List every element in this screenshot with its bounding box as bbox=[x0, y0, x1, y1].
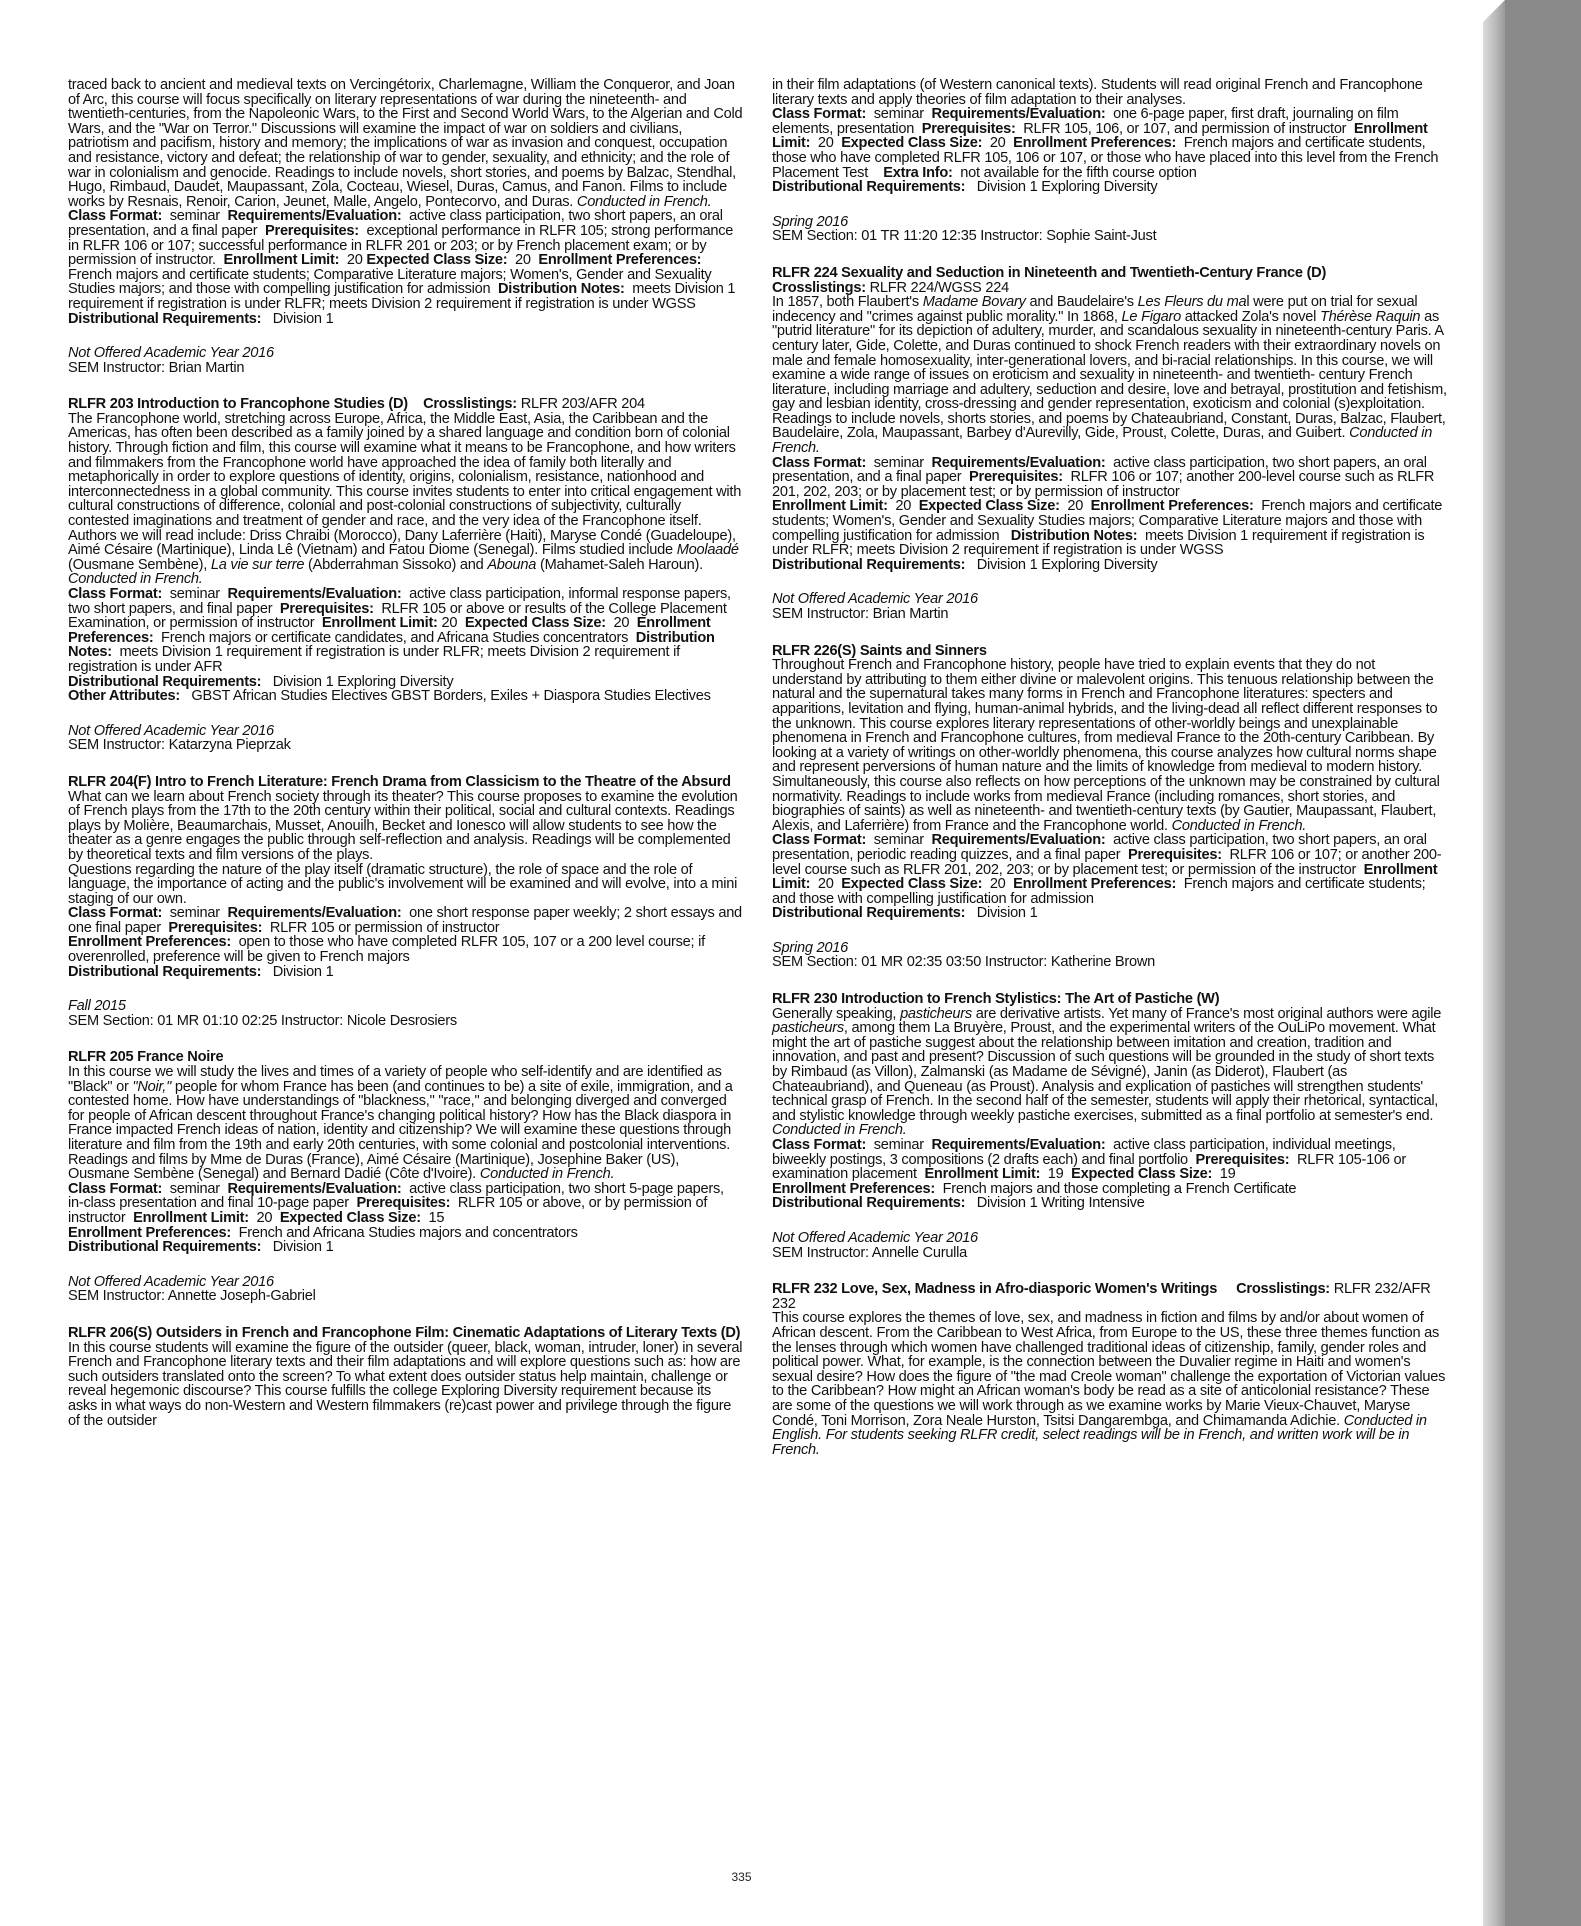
right-column bbox=[772, 78, 1448, 1479]
course-description: traced back to ancient and medieval texts on Vercingétorix, Charlemagne, William the Conqueror, and Joan of Arc, this course will focus specifically on literary representations of war during the nineteenth- and twentieth-centuries, from the Napoleonic Wars, to the First and Second World Wars, to the Algerian and Cold Wars, and the "War on Terror." Discussions will examine the impact of war on soldiers and civilians, patriotism and pacifism, history and memory; the implications of war as invasion and conquest, occupation and resistance, victory and defeat; the relationship of war to gender, sexuality, and ethnicity; and the role of war in colonialism and genocide. Readings to include novels, short stories, and poems by Balzac, Stendhal, Hugo, Rimbaud, Daudet, Maupassant, Zola, Cocteau, Wiesel, Duras, Camus, and Fanon. Films to include works by Resnais, Renoir, Carion, Jeunet, Malle, Angelo, Pontecorvo, and Duras. Conducted in French. bbox=[68, 77, 743, 210]
section-instructor: SEM Instructor: Annelle Curulla bbox=[772, 1244, 968, 1261]
course-rlfr-226 bbox=[772, 644, 1448, 970]
term: Not Offered Academic Year 2016 bbox=[68, 722, 274, 739]
course-rlfr-202-continued bbox=[68, 78, 743, 375]
section-instructor: SEM Instructor: Brian Martin bbox=[772, 606, 949, 622]
course-description: In this course we will study the lives and times of a variety of people who self-identify and are identified as "Black" or "Noir," people for whom France has been (and continues to be) a site of exile, immigration, and a contested home. How have understandings of "blackness," "race," and belonging diverged and converged for people of African descent throughout France's changing political history? How has the Black diaspora in France impacted French ideas of nation, identity and citizenship? We will examine these questions through literature and film from the 19th and early 20th centuries, with some colonial and postcolonial interventions. Readings and films by Mme de Duras (France), Aimé Césaire (Martinique), Josephine Baker (US), Ousmane Sembène (Senegal) and Bernard Dadié (Côte d'Ivoire). Conducted in French. bbox=[68, 1064, 733, 1183]
course-details: Class Format: seminar Requirements/Evaluation: active class participation, informal response papers, two short papers, and final paper Prerequisites: RLFR 105 or above or results of the College Placement Examination, or permission of instructor Enrollment Limit: 20 Expected Class Size: 20 Enrollment Preferences: French majors or certificate candidates, and Africana Studies concentrators Distribution Notes: meets Division 1 requirement if registration is under RLFR; meets Division 2 requirement if registration is under AFR bbox=[68, 586, 731, 675]
distributional-requirements: Distributional Requirements: Division 1 bbox=[68, 1239, 334, 1256]
course-title: RLFR 204(F) Intro to French Literature: French Drama from Classicism to the Theatre of the Absurd bbox=[68, 773, 731, 790]
distributional-requirements: Distributional Requirements: Division 1 Writing Intensive bbox=[772, 1195, 1145, 1212]
distributional-requirements: Distributional Requirements: Division 1 bbox=[772, 905, 1038, 922]
section-instructor: SEM Section: 01 MR 01:10 02:25 Instructor: Nicole Desrosiers bbox=[68, 1012, 457, 1029]
course-title: RLFR 230 Introduction to French Stylistics: The Art of Pastiche (W) bbox=[772, 991, 1220, 1008]
course-description: Generally speaking, pasticheurs are derivative artists. Yet many of France's most original authors were agile pasticheurs, among them La Bruyère, Proust, and the experimental writers of the OuLiPo movement. What might the art of pastiche suggest about the relationship between imitation and creation, tradition and innovation, and past and present? Discussion of such questions will be grounded in the study of short texts by Rimbaud (as Villon), Zalmanski (as Madame de Sévigné), Janin (as Diderot), Flaubert (as Chateaubriand), and Queneau (as Proust). Analysis and explication of pastiches will strengthen students' technical grasp of French. In the second half of the semester, students will apply their rhetorical, syntactical, and stylistic knowledge through weekly pastiche exercises, submitted as a final portfolio at semester's end. Conducted in French. bbox=[772, 1005, 1442, 1139]
section-instructor: SEM Section: 01 MR 02:35 03:50 Instructor: Katherine Brown bbox=[772, 954, 1155, 971]
course-rlfr-230 bbox=[772, 992, 1448, 1260]
course-rlfr-206-continued bbox=[772, 78, 1448, 244]
course-rlfr-232 bbox=[772, 1282, 1448, 1457]
course-description: In this course students will examine the figure of the outsider (queer, black, woman, intruder, loner) in several French and Francophone literary texts and their film adaptations and will explore questions such as: how are such outsiders translated onto the screen? To what extent does outsider status help maintain, challenge or reveal hegemonic discourse? This course fulfills the college Exploring Diversity requirement because its asks in what ways do non-Western and Western filmmakers (re)cast power and privilege through the figure of the outsider bbox=[68, 1339, 743, 1429]
course-details: Class Format: seminar Requirements/Evaluation: active class participation, two short papers, an oral presentation, periodic reading quizzes, and a final paper Prerequisites: RLFR 106 or 107; or another 200-level course such as RLFR 201, 202, 203; or by placement test; or permission of the instructor Enrollment Limit: 20 Expected Class Size: 20 Enrollment Preferences: French majors and certificate students; and those with compelling justification for admission bbox=[772, 832, 1442, 907]
term: Fall 2015 bbox=[68, 998, 126, 1015]
page-curl bbox=[1483, 0, 1505, 22]
other-attributes: Other Attributes: GBST African Studies Electives GBST Borders, Exiles + Diaspora Studies Electives bbox=[68, 688, 711, 705]
course-rlfr-203 bbox=[68, 397, 743, 753]
term: Not Offered Academic Year 2016 bbox=[68, 1273, 274, 1290]
course-description: What can we learn about French society through its theater? This course proposes to examine the evolution of French plays from the 17th to the 20th century within their political, social and cultural contexts. Readings plays by Molière, Beaumarchais, Musset, Anouilh, Becket and Ionesco will allow students to see how the theater as a genre engages the public through self-reflection and analysis. Readings will be complemented by theoretical texts and film versions of the plays. bbox=[68, 788, 738, 863]
term: Not Offered Academic Year 2016 bbox=[68, 345, 274, 362]
enrollment-preferences: Enrollment Preferences: French majors and those completing a French Certificate bbox=[772, 1180, 1297, 1197]
enrollment-preferences: Enrollment Preferences: open to those who have completed RLFR 105, 107 or a 200 level course; if overenrolled, preference will be given to French majors bbox=[68, 934, 705, 966]
enrollment-preferences: Enrollment Preferences: French and Africana Studies majors and concentrators bbox=[68, 1224, 578, 1241]
course-details: Class Format: seminar Requirements/Evaluation: one short response paper weekly; 2 short essays and one final paper Prerequisites: RLFR 105 or permission of instructor bbox=[68, 905, 742, 936]
crosslistings: Crosslistings: RLFR 224/WGSS 224 bbox=[772, 279, 1009, 296]
course-title: RLFR 206(S) Outsiders in French and Francophone Film: Cinematic Adaptations of Literary Texts (D) bbox=[68, 1324, 741, 1341]
course-description: The Francophone world, stretching across Europe, Africa, the Middle East, Asia, the Caribbean and the Americas, has often been described as a family joined by a shared language and condition born of colonial history. Through fiction and film, this course will examine what it means to be Francophone, and how writers and filmmakers from the Francophone world have approached the idea of family both literally and metaphorically in order to explore questions of identity, origins, colonialism, resistance, nationhood and interconnectedness in a global community. This course invites students to enter into critical engagement with cultural constructions of difference, colonial and post-colonial constructions of subjectivity, culturally contested imaginations and treatment of gender and race, and the very idea of the Francophone itself. Authors we will read include: Driss Chraibi (Morocco), Dany Laferrière (Haiti), Maryse Condé (Guadeloupe), Aimé Césaire (Martinique), Linda Lê (Vietnam) and Fatou Diome (Senegal). Films studied include Moolaadé (Ousmane Sembène), La vie sur terre (Abderrahman Sissoko) and Abouna (Mahamet-Saleh Haroun). Conducted in French. bbox=[68, 410, 742, 588]
course-title: RLFR 232 Love, Sex, Madness in Afro-diasporic Women's Writings Crosslistings: RLFR 232/AFR 232 bbox=[772, 1281, 1431, 1312]
course-description: In 1857, both Flaubert's Madame Bovary and Baudelaire's Les Fleurs du mal were put on trial for sexual indecency and "crimes against public morality." In 1868, Le Figaro attacked Zola's novel Thérèse Raquin as "putrid literature" for its depiction of adultery, murder, and scandalous sexuality in nineteenth-century Paris. A century later, Gide, Colette, and Duras continued to shock French readers with their extraordinary novels on male and female homosexuality, inter-generational lovers, and bi-racial relationships. In this course, we will examine a wide range of issues on eroticism and sexuality in nineteenth- and twentieth- century French literature, including marriage and adultery, seduction and desire, love and betrayal, prostitution and fetishism, gay and lesbian identity, cross-dressing and gender representation, exoticism and colonial (s)exploitation. Readings to include novels, shorts stories, and poems by Chateaubriand, Constant, Duras, Balzac, Flaubert, Baudelaire, Zola, Maupassant, Barbey d'Aurevilly, Gide, Proust, Colette, Duras, and Guibert. Conducted in French. bbox=[772, 294, 1447, 457]
section-instructor: SEM Instructor: Brian Martin bbox=[68, 359, 245, 376]
course-rlfr-204 bbox=[68, 775, 743, 1029]
left-column bbox=[68, 78, 743, 1450]
course-description-2: Questions regarding the nature of the play itself (dramatic structure), the role of space and the role of language, the importance of acting and the public's involvement will be examined and will evolve, into a mini staging of our own. bbox=[68, 861, 738, 907]
term: Spring 2016 bbox=[772, 939, 848, 956]
distributional-requirements: Distributional Requirements: Division 1 Exploring Diversity bbox=[772, 556, 1158, 573]
course-rlfr-206 bbox=[68, 1326, 743, 1428]
distributional-requirements: Distributional Requirements: Division 1 bbox=[68, 963, 334, 980]
distributional-requirements: Distributional Requirements: Division 1 bbox=[68, 310, 334, 327]
course-details: Class Format: seminar Requirements/Evaluation: one 6-page paper, first draft, journaling on film elements, presentation Prerequisites: RLFR 105, 106, or 107, and permission of instructor Enrollment Limit: 20 Expected Class Size: 20 Enrollment Preferences: French majors and certificate students, those who have completed RLFR 105, 106 or 107, or those who have placed into this level from the French Placement Test Extra Info: not available for the fifth course option bbox=[772, 106, 1439, 181]
term: Not Offered Academic Year 2016 bbox=[772, 591, 978, 608]
course-details-2: Enrollment Limit: 20 Expected Class Size: 20 Enrollment Preferences: French majors and certificate students; Women's, Gender and Sexuality Studies majors; Comparative Literature majors and those with compelling justification for admission Distribution Notes: meets Division 1 requirement if registration is under RLFR; meets Division 2 requirement if registration is under WGSS bbox=[772, 498, 1443, 559]
distributional-requirements: Distributional Requirements: Division 1 Exploring Diversity bbox=[68, 673, 454, 690]
section-instructor: SEM Instructor: Katarzyna Pieprzak bbox=[68, 737, 291, 754]
course-details: Class Format: seminar Requirements/Evaluation: active class participation, individual meetings, biweekly postings, 3 compositions (2 drafts each) and final portfolio Prerequisites: RLFR 105-106 or examination placement Enrollment Limit: 19 Expected Class Size: 19 bbox=[772, 1137, 1407, 1183]
course-details: Class Format: seminar Requirements/Evaluation: active class participation, two short 5-page papers, in-class presentation and final 10-page paper Prerequisites: RLFR 105 or above, or by permission of instructor Enrollment Limit: 20 Expected Class Size: 15 bbox=[68, 1180, 724, 1226]
course-rlfr-205 bbox=[68, 1050, 743, 1304]
section-instructor: SEM Instructor: Annette Joseph-Gabriel bbox=[68, 1288, 316, 1305]
course-title: RLFR 203 Introduction to Francophone Studies (D) Crosslistings: RLFR 203/AFR 204 bbox=[68, 396, 645, 413]
section-instructor: SEM Section: 01 TR 11:20 12:35 Instructor: Sophie Saint-Just bbox=[772, 228, 1157, 245]
page-number: 335 bbox=[731, 1870, 752, 1884]
course-description: in their film adaptations (of Western canonical texts). Students will read original French and Francophone literary texts and apply theories of film adaptation to their analyses. bbox=[772, 77, 1423, 108]
term: Not Offered Academic Year 2016 bbox=[772, 1229, 978, 1246]
term: Spring 2016 bbox=[772, 213, 848, 230]
course-description: Throughout French and Francophone history, people have tried to explain events that they do not understand by attributing to them either divine or malevolent origins. This tenuous relationship between the natural and the supernatural takes many forms in French and Francophone literatures: specters and apparitions, levitation and flying, human-animal hybrids, and the living-dead all reflect different responses to the unknown. This course explores literary representations of other-worldly beings and unexplainable phenomena in French and Francophone cultures, from medieval France to the 20th-century Caribbean. By looking at a variety of writings on other-worldly phenomena, this course analyzes how cultural norms shape and represent perversions of human nature and the limits of knowledge from medieval to modern history. Simultaneously, this course also reflects on how perceptions of the unknown may be constrained by cultural normativity. Readings to include works from medieval France (including romances, short stories, and biographies of saints) as well as nineteenth- and twentieth-century texts (by Gautier, Maupassant, Flaubert, Alexis, and Laferrière) from France and the Francophone world. Conducted in French. bbox=[772, 657, 1440, 834]
distributional-requirements: Distributional Requirements: Division 1 Exploring Diversity bbox=[772, 179, 1158, 196]
course-title: RLFR 205 France Noire bbox=[68, 1049, 224, 1066]
course-details: Class Format: seminar Requirements/Evaluation: active class participation, two short papers, an oral presentation, and a final paper Prerequisites: RLFR 106 or 107; another 200-level course such as RLFR 201, 202, 203; or by placement test; or by permission of instructor bbox=[772, 454, 1435, 500]
course-rlfr-224 bbox=[772, 266, 1448, 622]
page-edge bbox=[1483, 0, 1505, 1926]
course-description: This course explores the themes of love, sex, and madness in fiction and films by and/or about women of African descent. From the Caribbean to West Africa, from Europe to the US, these three themes function as the lenses through which women have challenged traditional ideas of citizenship, family, gender roles and political power. What, for example, is the connection between the Duvalier regime in Haiti and women's sexual desire? How does the figure of "the mad Creole woman" challenge the exportation of Victorian values to the Caribbean? How might an African woman's body be read as a site of anticolonial resistance? These are some of the questions we will work through as we examine works by Marie Vieux-Chauvet, Maryse Condé, Toni Morrison, Zora Neale Hurston, Tsitsi Dangarembga, and Chimamanda Adichie. Conducted in English. For students seeking RLFR credit, select readings will be in French, and written work will be in French. bbox=[772, 1310, 1446, 1458]
course-details: Class Format: seminar Requirements/Evaluation: active class participation, two short papers, an oral presentation, and a final paper Prerequisites: exceptional performance in RLFR 105; strong performance in RLFR 106 or 107; successful performance in RLFR 201 or 203; or by French placement exam; or by permission of instructor. Enrollment Limit: 20 Expected Class Size: 20 Enrollment Preferences: French majors and certificate students; Comparative Literature majors; Women's, Gender and Sexuality Studies majors; and those with compelling justification for admission Distribution Notes: meets Division 1 requirement if registration is under RLFR; meets Division 2 requirement if registration is under WGSS bbox=[68, 208, 736, 312]
course-title: RLFR 224 Sexuality and Seduction in Nineteenth and Twentieth-Century France (D) bbox=[772, 264, 1327, 281]
course-title: RLFR 226(S) Saints and Sinners bbox=[772, 642, 987, 659]
